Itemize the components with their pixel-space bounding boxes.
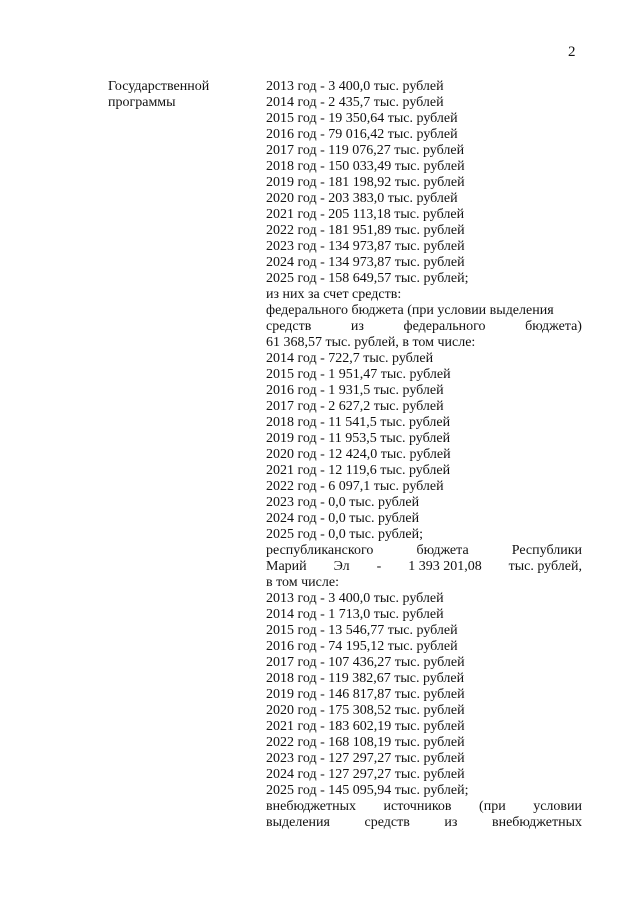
- word: бюджета): [525, 319, 582, 334]
- year-line: 2014 год - 1 713,0 тыс. рублей: [266, 607, 444, 622]
- year-line: 2024 год - 134 973,87 тыс. рублей: [266, 255, 465, 270]
- year-line: 2020 год - 175 308,52 тыс. рублей: [266, 703, 465, 718]
- year-line: 2022 год - 181 951,89 тыс. рублей: [266, 223, 465, 238]
- word: источников: [383, 799, 452, 814]
- year-line: 2017 год - 2 627,2 тыс. рублей: [266, 399, 444, 414]
- year-line: 2018 год - 150 033,49 тыс. рублей: [266, 159, 465, 174]
- year-line: 2019 год - 11 953,5 тыс. рублей: [266, 431, 451, 446]
- section-label: [108, 79, 209, 111]
- word: республиканского: [266, 543, 374, 558]
- year-line: 2015 год - 19 350,64 тыс. рублей: [266, 111, 458, 126]
- word: федерального: [403, 319, 486, 334]
- year-line: 2016 год - 1 931,5 тыс. рублей: [266, 383, 444, 398]
- word: средств: [266, 319, 312, 334]
- word: из: [444, 815, 458, 830]
- year-line: 2019 год - 181 198,92 тыс. рублей: [266, 175, 465, 190]
- word: из: [350, 319, 364, 334]
- year-line: 2019 год - 146 817,87 тыс. рублей: [266, 687, 465, 702]
- word: условии: [533, 799, 582, 814]
- year-line: 2023 год - 134 973,87 тыс. рублей: [266, 239, 465, 254]
- year-line: 2017 год - 119 076,27 тыс. рублей: [266, 143, 465, 158]
- year-line: 2021 год - 183 602,19 тыс. рублей: [266, 719, 465, 734]
- year-line: 2025 год - 145 095,94 тыс. рублей;: [266, 783, 469, 798]
- word: 1 393 201,08: [408, 559, 482, 574]
- label-line: Государственной: [108, 79, 210, 94]
- funding-text: [266, 79, 582, 831]
- year-line: 2013 год - 3 400,0 тыс. рублей: [266, 79, 444, 94]
- word: внебюджетных: [491, 815, 582, 830]
- from-them-line: из них за счет средств:: [266, 287, 402, 302]
- year-line: 2023 год - 127 297,27 тыс. рублей: [266, 751, 465, 766]
- word: Эл: [333, 559, 350, 574]
- word: Республики: [511, 543, 582, 558]
- word: средств: [364, 815, 410, 830]
- year-line: 2015 год - 1 951,47 тыс. рублей: [266, 367, 451, 382]
- year-line: 2018 год - 11 541,5 тыс. рублей: [266, 415, 451, 430]
- republic-line-2: [266, 559, 582, 575]
- year-line: 2021 год - 205 113,18 тыс. рублей: [266, 207, 465, 222]
- word: бюджета: [416, 543, 469, 558]
- year-line: 2016 год - 79 016,42 тыс. рублей: [266, 127, 458, 142]
- year-line: 2015 год - 13 546,77 тыс. рублей: [266, 623, 458, 638]
- word: -: [376, 559, 382, 574]
- page-number: 2: [568, 44, 576, 60]
- republic-line-1: [266, 543, 582, 559]
- federal-line-2: [266, 319, 582, 335]
- year-line: 2023 год - 0,0 тыс. рублей: [266, 495, 420, 510]
- extrabudget-line-1: [266, 799, 582, 815]
- year-line: 2025 год - 158 649,57 тыс. рублей;: [266, 271, 469, 286]
- federal-line-3: 61 368,57 тыс. рублей, в том числе:: [266, 335, 476, 350]
- year-line: 2020 год - 203 383,0 тыс. рублей: [266, 191, 458, 206]
- republic-year-list: [266, 591, 582, 799]
- republic-line-3: в том числе:: [266, 575, 339, 590]
- year-line: 2022 год - 6 097,1 тыс. рублей: [266, 479, 444, 494]
- year-line: 2013 год - 3 400,0 тыс. рублей: [266, 591, 444, 606]
- extrabudget-line-2: [266, 815, 582, 831]
- year-line: 2022 год - 168 108,19 тыс. рублей: [266, 735, 465, 750]
- year-line: 2024 год - 127 297,27 тыс. рублей: [266, 767, 465, 782]
- year-line: 2020 год - 12 424,0 тыс. рублей: [266, 447, 451, 462]
- word: (при: [479, 799, 506, 814]
- federal-year-list: [266, 351, 582, 543]
- year-line: 2014 год - 722,7 тыс. рублей: [266, 351, 434, 366]
- year-line: 2018 год - 119 382,67 тыс. рублей: [266, 671, 465, 686]
- word: Марий: [266, 559, 307, 574]
- year-line: 2017 год - 107 436,27 тыс. рублей: [266, 655, 465, 670]
- year-line: 2021 год - 12 119,6 тыс. рублей: [266, 463, 451, 478]
- label-line: программы: [108, 95, 176, 110]
- federal-line-1: федерального бюджета (при условии выделения: [266, 303, 554, 318]
- year-line: 2014 год - 2 435,7 тыс. рублей: [266, 95, 444, 110]
- year-line: 2016 год - 74 195,12 тыс. рублей: [266, 639, 458, 654]
- word: выделения: [266, 815, 330, 830]
- word: тыс. рублей,: [508, 559, 582, 574]
- year-line: 2024 год - 0,0 тыс. рублей: [266, 511, 420, 526]
- total-year-list: [266, 79, 582, 287]
- word: внебюджетных: [266, 799, 357, 814]
- year-line: 2025 год - 0,0 тыс. рублей;: [266, 527, 424, 542]
